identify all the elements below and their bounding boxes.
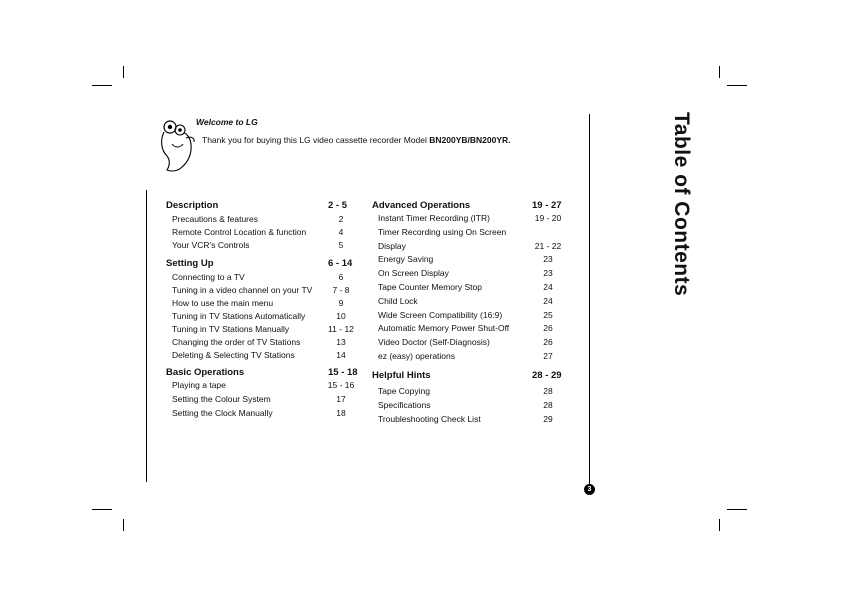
toc-entry-label: Tuning in TV Stations Manually: [172, 324, 290, 334]
toc-entry-page: 21 - 22: [534, 240, 562, 251]
page-title: Table of Contents: [670, 112, 693, 297]
welcome-text: [202, 135, 511, 145]
crop-mark: [123, 519, 124, 531]
mascot-icon: [158, 118, 198, 176]
section-title: Advanced Operations: [372, 200, 471, 211]
toc-entry-page: 18: [336, 408, 346, 418]
crop-mark: [719, 66, 720, 78]
toc-entry-page: 13: [336, 337, 346, 347]
toc-entry-label: Timer Recording using On Screen: [378, 226, 507, 237]
section-pages: 15 - 18: [328, 367, 358, 378]
page-number: 3: [584, 484, 595, 495]
toc-entry-label: Changing the order of TV Stations: [172, 337, 301, 347]
toc-entry-label: Instant Timer Recording (ITR): [378, 213, 490, 223]
welcome-title: Welcome to LG: [196, 117, 258, 127]
toc-entry-label: Tuning in TV Stations Automatically: [172, 311, 306, 321]
section-title: Setting Up: [166, 258, 214, 269]
page-title-container: [668, 112, 698, 322]
section-title: Helpful Hints: [372, 370, 431, 381]
toc-entry-label: Precautions & features: [172, 214, 258, 224]
toc-entry-label: Connecting to a TV: [172, 272, 245, 282]
toc-entry-page: 7 - 8: [332, 285, 350, 295]
section-pages: 19 - 27: [532, 200, 562, 211]
toc-entry-page: 2: [338, 214, 344, 224]
toc-entry-label: Video Doctor (Self-Diagnosis): [378, 337, 490, 348]
toc-entry-page: 26: [543, 337, 553, 348]
toc-entry-label: Energy Saving: [378, 254, 434, 265]
toc-entry-page: 23: [543, 268, 553, 279]
toc-entry-label: Remote Control Location & function: [172, 227, 307, 237]
toc-entry-page: 24: [543, 282, 553, 292]
toc-entry-page: 9: [338, 298, 344, 308]
toc-entry-label: Your VCR’s Controls: [172, 240, 250, 250]
crop-mark: [727, 85, 747, 86]
toc-entry-label: Setting the Colour System: [172, 394, 271, 404]
crop-mark: [719, 519, 720, 531]
toc-entry-page: 17: [336, 394, 346, 404]
toc-entry-page: 11 - 12: [328, 324, 354, 334]
toc-entry-page: 5: [338, 240, 344, 250]
toc-entry-label: ez (easy) operations: [378, 351, 456, 361]
toc-entry-label: Display: [378, 240, 406, 251]
toc-entry-page: 29: [543, 414, 553, 424]
toc-entry-page: 25: [543, 309, 553, 320]
toc-entry-label: Deleting & Selecting TV Stations: [172, 350, 295, 360]
toc-entry-page: 4: [338, 227, 344, 237]
toc-entry-page: 28: [543, 400, 553, 410]
toc-entry-label: Child Lock: [378, 295, 418, 306]
model-number: BN200YB/BN200YR.: [429, 135, 511, 145]
toc-entry-page: 24: [543, 295, 553, 306]
toc-entry-page: 28: [543, 386, 553, 396]
toc-entry-label: Playing a tape: [172, 380, 226, 390]
section-pages: 6 - 14: [328, 258, 353, 269]
crop-mark: [92, 509, 112, 510]
section-title: Description: [166, 200, 219, 211]
toc-entry-label: Setting the Clock Manually: [172, 408, 273, 418]
toc-entry-label: Tape Copying: [378, 386, 430, 396]
toc-entry-label: Specifications: [378, 400, 431, 410]
section-pages: 28 - 29: [532, 370, 562, 381]
toc-entry-label: Automatic Memory Power Shut-Off: [378, 323, 510, 334]
left-rule: [146, 190, 147, 482]
toc-entry-label: How to use the main menu: [172, 298, 274, 308]
toc-entry-label: Tuning in a video channel on your TV: [172, 285, 313, 295]
toc-entry-page: 15 - 16: [327, 380, 355, 390]
right-rule: [589, 114, 590, 484]
toc-entry-label: Tape Counter Memory Stop: [378, 282, 482, 292]
toc-entry-label: On Screen Display: [378, 268, 449, 279]
toc-entry-page: 14: [336, 350, 346, 360]
toc-entry-page: 26: [543, 323, 553, 334]
toc-entry-label: Troubleshooting Check List: [378, 414, 481, 424]
section-pages: 2 - 5: [328, 200, 348, 211]
toc-entry-page: 23: [543, 254, 553, 265]
crop-mark: [123, 66, 124, 78]
section-title: Basic Operations: [166, 367, 245, 378]
crop-mark: [727, 509, 747, 510]
toc-entry-page: 6: [338, 272, 344, 282]
toc-entry-page: 27: [543, 351, 553, 361]
crop-mark: [92, 85, 112, 86]
welcome-text-prefix: Thank you for buying this LG video cassette recorder Model: [202, 135, 430, 145]
toc-entry-page: 19 - 20: [534, 213, 562, 223]
toc-entry-label: Wide Screen Compatibility (16:9): [378, 309, 503, 320]
toc-entry-page: 10: [336, 311, 346, 321]
